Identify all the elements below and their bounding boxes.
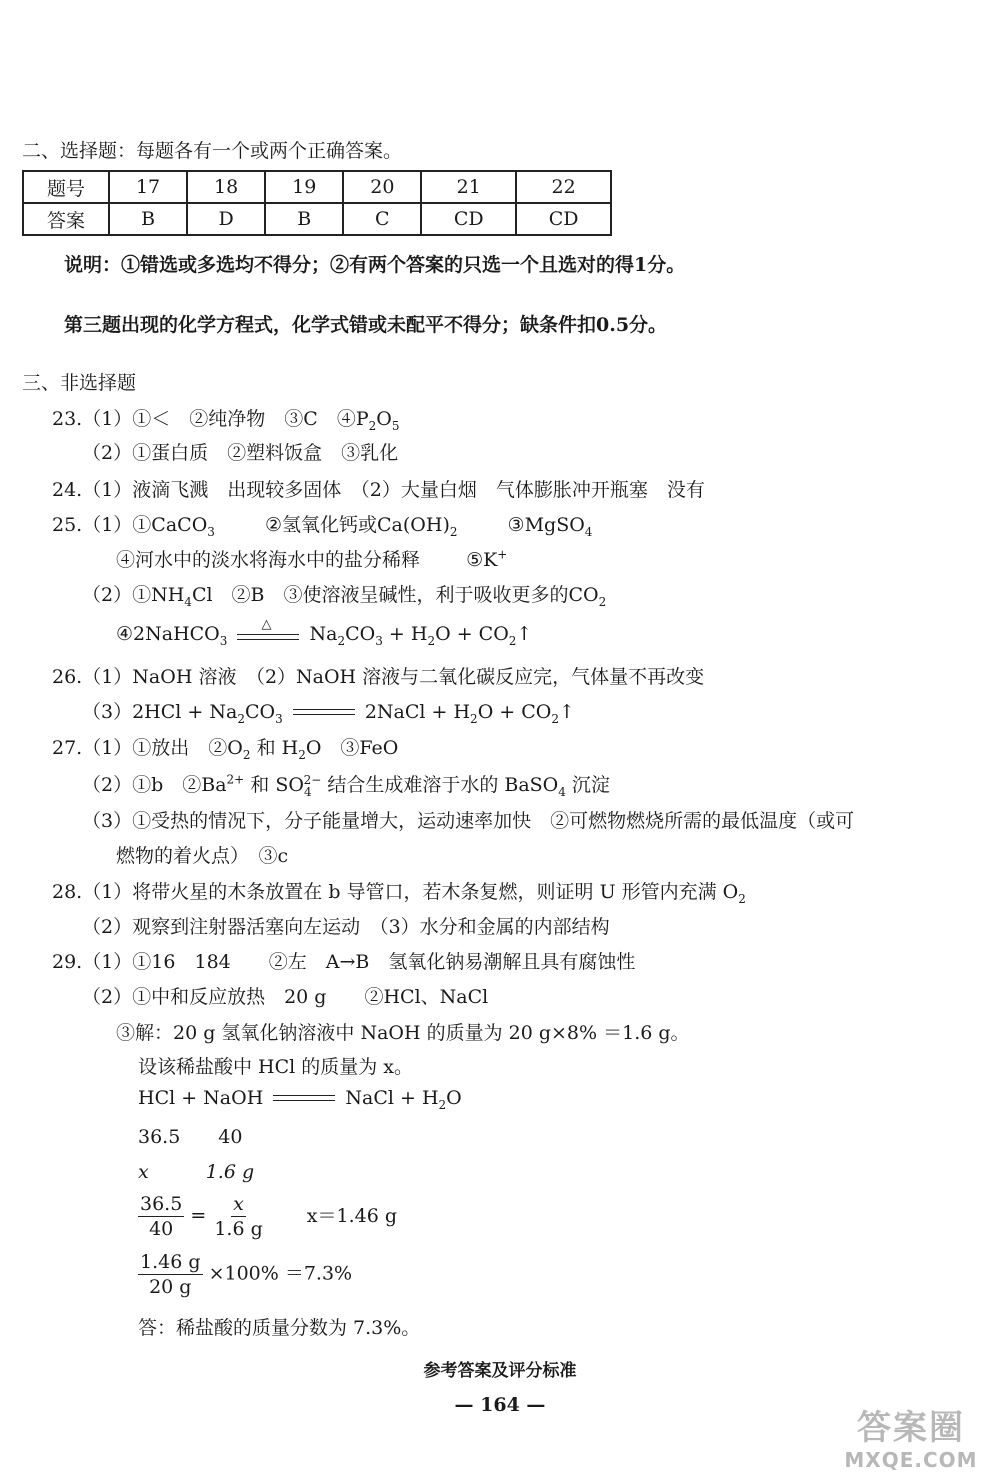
equals-sign: [293, 707, 355, 719]
table-cell: 22: [516, 171, 611, 203]
solution-answer: 答：稀盐酸的质量分数为 7.3%。: [138, 1317, 421, 1339]
answer-line-26-3: $(3)2HCl + Na_2CO_3$ 2NaCl + $H_2O$ + $CO_2↑$: [82, 701, 575, 726]
table-cell: B: [265, 203, 343, 235]
table-cell: D: [187, 203, 265, 235]
table-cell: CD: [516, 203, 611, 235]
row-header: 答案: [23, 203, 109, 235]
table-cell: CD: [421, 203, 516, 235]
table-cell: 17: [109, 171, 187, 203]
fraction: $\frac{36.5}{40}$: [140, 1193, 183, 1240]
answer-line-25-1: 25.（1）①CaCO$_3$ ②氢氧化钙或$Ca(OH)_2$ ③MgSO$_4$: [52, 514, 593, 539]
equals-sign: [273, 1093, 335, 1105]
answer-table: [22, 170, 612, 236]
solution-proportion: $\frac{36.5}{40}$ = $\frac{x}{1.6 g}$ x＝1.46 g: [140, 1193, 398, 1240]
solution-setup: 设该稀盐酸中 HCl 的质量为 x。: [138, 1056, 414, 1078]
fraction: $\frac{x}{1.6 g}$: [214, 1193, 263, 1240]
answer-line-25-2-equation: ④2NaHCO$_3$ △ $Na_2CO_3 + H_2O$ + $CO_2↑$: [116, 617, 533, 648]
answer-line-27-3: （3）①受热的情况下，分子能量增大，运动速率加快 ②可燃物燃烧所需的最低温度（或可: [82, 810, 855, 832]
solution-unknowns: x 1.6 g: [138, 1161, 255, 1183]
answer-line-29-2: （2）①中和反应放热 20 g ②HCl、NaCl: [82, 986, 489, 1008]
table-cell: 19: [265, 171, 343, 203]
page-number: — 164 —: [454, 1394, 546, 1416]
solution-masses: 36.5 40: [138, 1126, 243, 1148]
answer-line-23-1: 23.（1）①＜ ②纯净物 ③C $④P_2O_5$: [52, 408, 400, 433]
answer-line-23-2: （2）①蛋白质 ②塑料饭盒 ③乳化: [82, 442, 399, 464]
table-cell: C: [343, 203, 421, 235]
answer-line-24: 24.（1）液滴飞溅 出现较多固体 （2）大量白烟 气体膨胀冲开瓶塞 没有: [52, 479, 705, 501]
answer-line-27-2: （2）①b $②Ba^{2+}$ 和 $SO_4^{2-}$ 结合生成难溶于水的 BaSO$_4$ 沉淀: [82, 772, 610, 799]
table-cell: B: [109, 203, 187, 235]
table-cell: 20: [343, 171, 421, 203]
watermark-logo: 答案圈 MXQE.COM: [844, 1408, 978, 1472]
table-row: [23, 203, 611, 235]
answer-line-28-1: 28.（1）将带火星的木条放置在 b 导管口，若木条复燃，则证明 U 形管内充满 $O_2$: [52, 881, 746, 906]
row-header: 题号: [23, 171, 109, 203]
answer-line-25-1b: ④河水中的淡水将海水中的盐分稀释 ⑤K+: [116, 547, 508, 571]
solution-equation: HCl + NaOH NaCl + $H_2O$: [138, 1087, 462, 1112]
table-row: [23, 171, 611, 203]
scoring-note-1: 说明：①错选或多选均不得分；②有两个答案的只选一个且选对的得1分。: [64, 254, 686, 276]
scoring-note-2: 第三题出现的化学方程式，化学式错或未配平不得分；缺条件扣0.5分。: [64, 314, 668, 336]
table-cell: 21: [421, 171, 516, 203]
answer-line-29-1: 29.（1）①16 184 ②左 A→B 氢氧化钠易潮解且具有腐蚀性: [52, 951, 636, 973]
solution-percentage: $\frac{1.46 g}{20 g}$ ×100% ＝7.3%: [140, 1251, 353, 1298]
answer-line-28-2: （2）观察到注射器活塞向左运动 （3）水分和金属的内部结构: [82, 916, 610, 938]
answer-line-25-2: $(2)①NH_4Cl$ ②B ③使溶液呈碱性，利于吸收更多的$CO_2$: [82, 584, 607, 609]
footer-title: 参考答案及评分标准: [423, 1361, 577, 1381]
fraction: $\frac{1.46 g}{20 g}$: [140, 1251, 201, 1298]
section-heading-choice: 二、选择题：每题各有一个或两个正确答案。: [22, 140, 403, 162]
table-cell: 18: [187, 171, 265, 203]
answer-line-29-3: ③解：20 g 氢氧化钠溶液中 NaOH 的质量为 20 g×8% ＝1.6 g。: [116, 1022, 690, 1044]
section-heading-nonchoice: 三、非选择题: [22, 372, 137, 394]
answer-line-26-1: 26.（1）NaOH 溶液 （2）NaOH 溶液与二氧化碳反应完，气体量不再改变: [52, 666, 705, 688]
heat-equals-sign: △: [237, 625, 299, 645]
answer-line-27-1: 27.（1）①放出 $②O_2$ 和 $H_2O$ ③FeO: [52, 737, 399, 762]
answer-line-27-3b: 燃物的着火点） ③c: [116, 845, 289, 867]
